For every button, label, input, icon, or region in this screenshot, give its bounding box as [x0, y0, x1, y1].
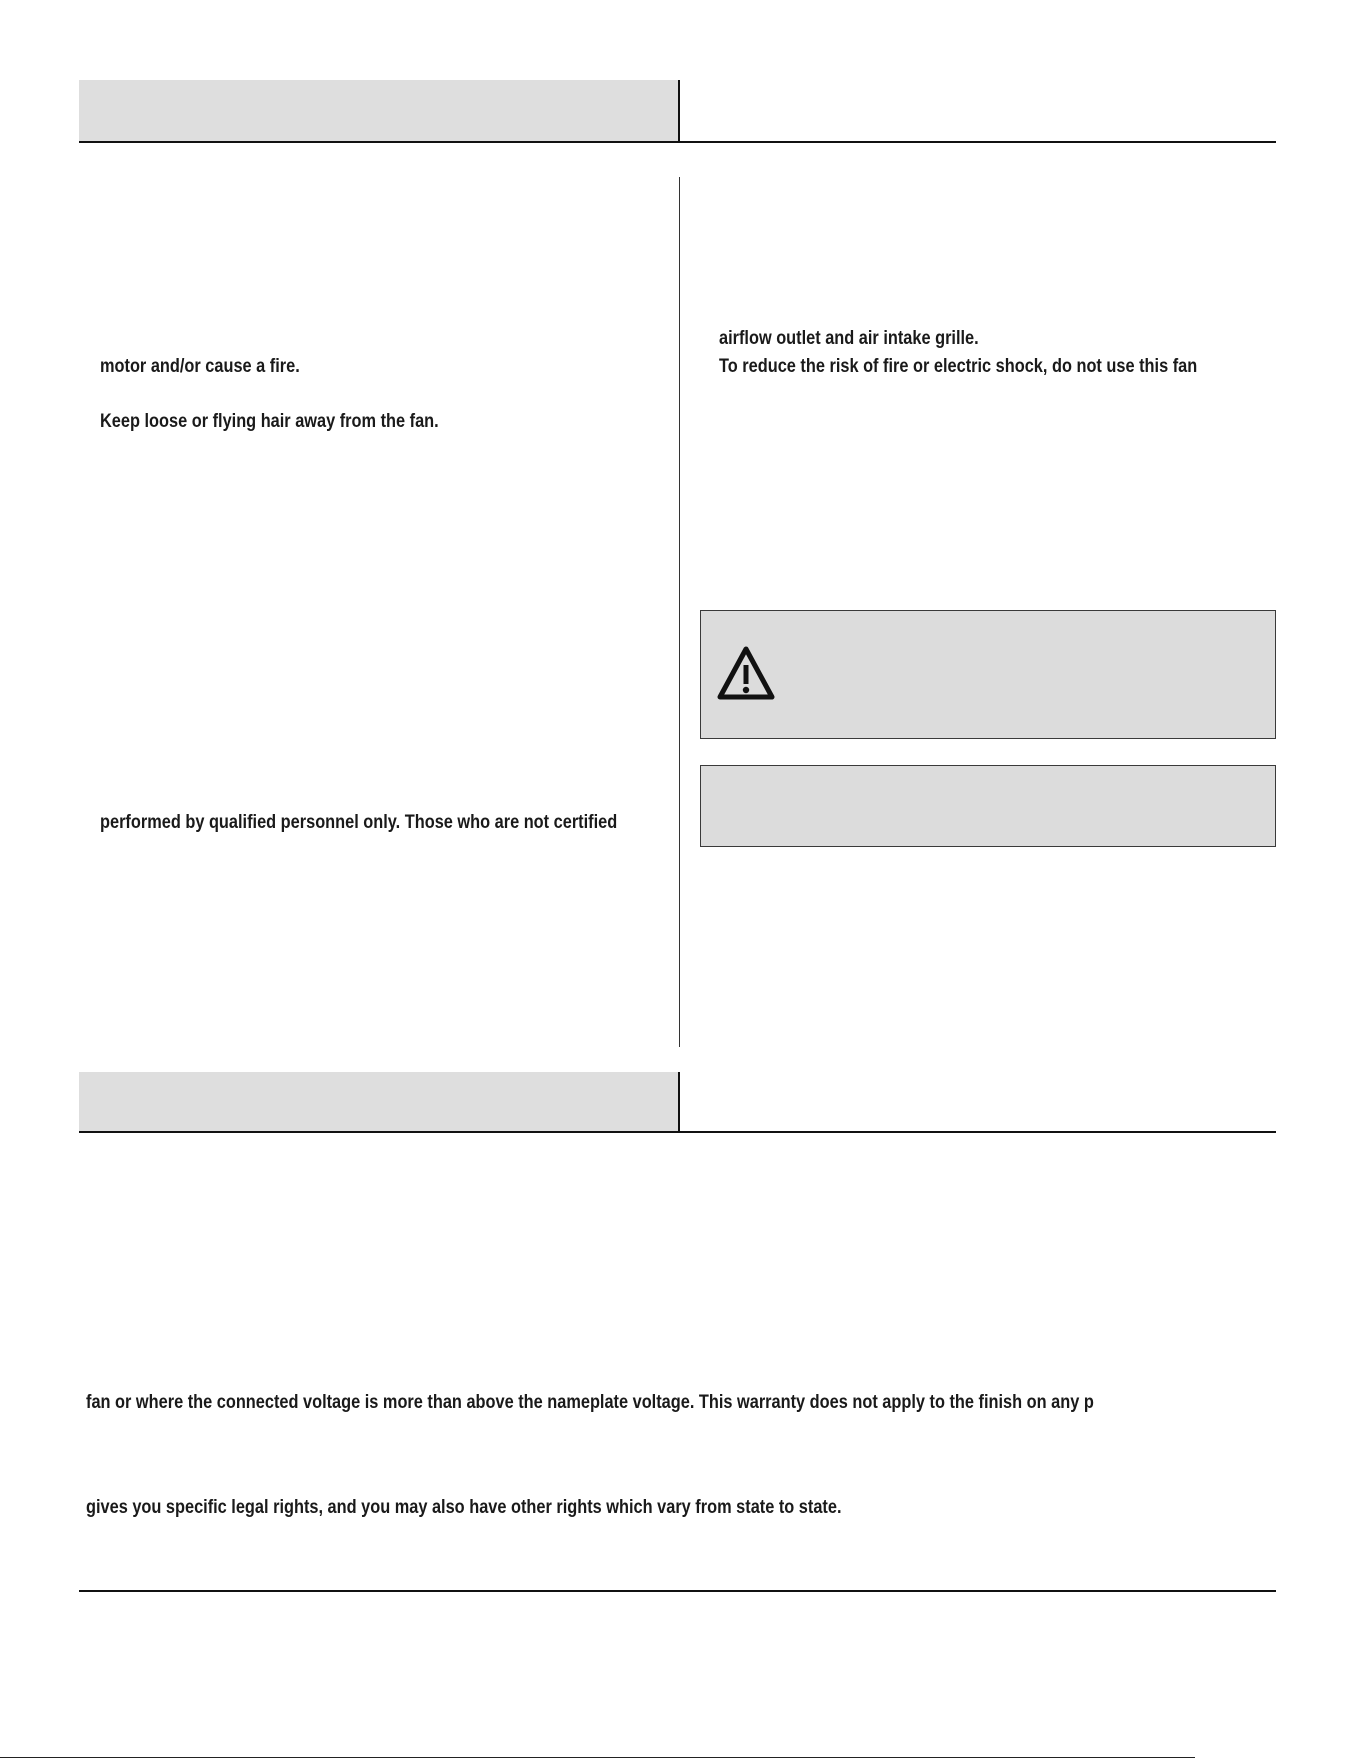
warranty-header-divider	[678, 1072, 680, 1132]
warranty-section-header	[79, 1072, 678, 1132]
safety-header-rule	[79, 141, 1276, 143]
safety-text-personnel: performed by qualified personnel only. Those who are not certified	[100, 812, 618, 833]
safety-section-header	[79, 80, 678, 142]
page-bottom-rule	[0, 1757, 1195, 1758]
warranty-text-voltage: fan or where the connected voltage is more than above the nameplate voltage. This warranty does not apply to the finish on any p	[86, 1392, 1094, 1413]
footer-rule	[79, 1590, 1276, 1592]
safety-header-divider	[678, 80, 680, 142]
warning-callout	[700, 610, 1276, 739]
safety-column-divider	[679, 177, 680, 1047]
notice-callout	[700, 765, 1276, 847]
warranty-header-rule	[79, 1131, 1276, 1133]
warning-triangle-icon	[717, 646, 775, 700]
safety-text-hair: Keep loose or flying hair away from the fan.	[100, 411, 439, 432]
safety-text-fire: motor and/or cause a fire.	[100, 356, 300, 377]
safety-text-shock: To reduce the risk of fire or electric shock, do not use this fan	[719, 356, 1198, 377]
warranty-text-rights: gives you specific legal rights, and you may also have other rights which vary from state to state.	[86, 1497, 842, 1518]
safety-text-airflow: airflow outlet and air intake grille.	[719, 328, 979, 349]
